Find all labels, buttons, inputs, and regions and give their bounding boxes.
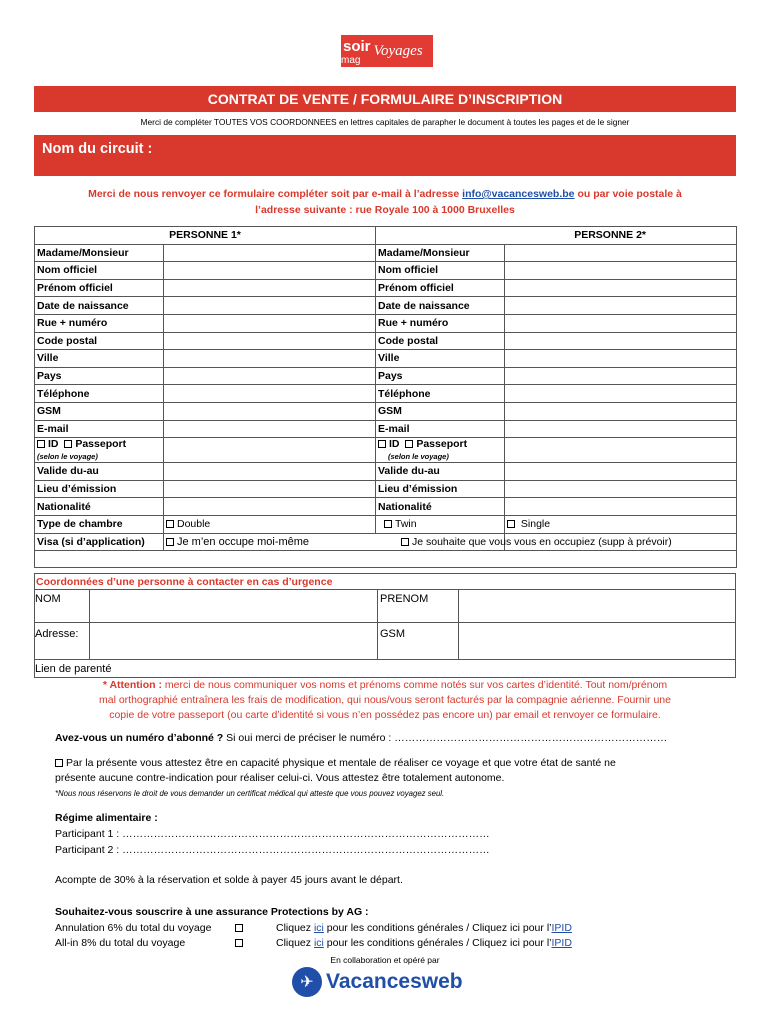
row-input-2[interactable] xyxy=(505,314,737,332)
row-input-2[interactable] xyxy=(505,262,737,280)
double-label: Double xyxy=(177,518,211,531)
ipid-link-1[interactable]: IPID xyxy=(551,921,572,934)
attention-note xyxy=(40,678,730,723)
brand-name: Vacancesweb xyxy=(326,970,463,993)
row-input-1[interactable] xyxy=(164,402,376,420)
page-title: CONTRAT DE VENTE / FORMULAIRE D’INSCRIPTION xyxy=(34,86,736,112)
row-label-2: GSM xyxy=(376,402,505,420)
double-checkbox[interactable] xyxy=(166,520,174,528)
person1-header: PERSONNE 1* xyxy=(35,227,376,245)
row-input-2[interactable] xyxy=(505,385,737,403)
row-input-2[interactable] xyxy=(505,367,737,385)
row-input-1[interactable] xyxy=(164,279,376,297)
subtitle: Merci de compléter TOUTES VOS COORDONNEES en lettres capitales de parapher le document à toutes les pages et de le signer xyxy=(140,117,630,127)
table-row xyxy=(35,244,737,262)
table-row xyxy=(35,297,737,315)
nationalite-input-2[interactable] xyxy=(505,498,737,516)
twin-checkbox[interactable] xyxy=(384,520,392,528)
single-label: Single xyxy=(520,518,551,531)
abonne-label: Avez-vous un numéro d’abonné ? xyxy=(55,732,224,744)
row-input-2[interactable] xyxy=(505,350,737,368)
collaboration-text: En collaboration et opéré par xyxy=(330,955,440,965)
row-input-2[interactable] xyxy=(505,420,737,438)
abonne-text[interactable]: Si oui merci de préciser le numéro : …………………………………………………………………… xyxy=(223,732,668,744)
row-label-2: Madame/Monsieur xyxy=(376,244,505,262)
row-label-1: Code postal xyxy=(35,332,164,350)
id-value-1[interactable] xyxy=(164,438,376,463)
gsm-label: GSM xyxy=(377,622,459,660)
row-label-1: Pays xyxy=(35,367,164,385)
abonne-question xyxy=(55,732,667,744)
valide-label-2: Valide du-au xyxy=(376,463,505,481)
instructions-address: l’adresse suivante : rue Royale 100 à 1000 Bruxelles xyxy=(255,204,515,216)
insurance-section xyxy=(55,905,735,952)
diet-participant1[interactable]: Participant 1 : …………………………………………………………………………………………… xyxy=(55,828,490,840)
row-label-2: Ville xyxy=(376,350,505,368)
logo-soir: soir xyxy=(343,37,371,55)
id-passport-cell-2[interactable] xyxy=(376,438,505,463)
row-label-1: Date de naissance xyxy=(35,297,164,315)
persons-table xyxy=(34,226,737,568)
passport-label-2: Passeport xyxy=(416,438,468,451)
id-label-1: ID xyxy=(48,438,59,451)
instructions xyxy=(34,186,736,218)
row-input-2[interactable] xyxy=(505,402,737,420)
row-label-1: Madame/Monsieur xyxy=(35,244,164,262)
row-input-1[interactable] xyxy=(164,244,376,262)
row-label-1: GSM xyxy=(35,402,164,420)
lieu-label-1: Lieu d’émission xyxy=(35,480,164,498)
insurance-opt2-label: All-in 8% du total du voyage xyxy=(55,937,186,949)
row-label-2: Rue + numéro xyxy=(376,314,505,332)
adresse-input[interactable] xyxy=(89,622,378,660)
prenom-input[interactable] xyxy=(458,589,736,623)
health-line2: présente aucune contre-indication pour réaliser celui-ci. Vous attestez être totalement autonome. xyxy=(55,772,505,784)
lieu-input-1[interactable] xyxy=(164,480,376,498)
row-label-1: Rue + numéro xyxy=(35,314,164,332)
lieu-input-2[interactable] xyxy=(505,480,737,498)
table-row xyxy=(35,279,737,297)
row-label-1: Ville xyxy=(35,350,164,368)
table-row xyxy=(35,262,737,280)
nationalite-label-2: Nationalité xyxy=(376,498,505,516)
nationalite-input-1[interactable] xyxy=(164,498,376,516)
diet-title: Régime alimentaire : xyxy=(55,812,158,824)
insurance-opt2-checkbox[interactable] xyxy=(235,939,243,947)
diet-section xyxy=(55,810,490,858)
cliquez-text-1: Cliquez xyxy=(276,921,314,934)
type-chambre-label: Type de chambre xyxy=(35,515,164,533)
conditions-text-1: pour les conditions générales / Cliquez ici pour l’ xyxy=(323,921,552,934)
plane-icon: ✈ xyxy=(292,967,322,997)
visa-opt2-label: Je souhaite que vous vous en occupiez (supp à prévoir) xyxy=(412,535,672,548)
row-label-2: Code postal xyxy=(376,332,505,350)
row-input-2[interactable] xyxy=(505,297,737,315)
twin-label: Twin xyxy=(395,518,417,531)
row-label-2: Pays xyxy=(376,367,505,385)
instructions-suffix: ou par voie postale à xyxy=(574,188,682,200)
row-input-1[interactable] xyxy=(164,262,376,280)
attention-text1: merci de nous communiquer vos noms et prénoms comme notés sur vos cartes d’identité. Tout nom/prénom xyxy=(161,679,668,691)
insurance-title: Souhaitez-vous souscrire à une assurance Protections by AG : xyxy=(55,906,369,918)
id-checkbox-2[interactable] xyxy=(378,440,386,448)
health-note: *Nous nous réservons le droit de vous demander un certificat médical qui atteste que vous pouvez voyagez seul. xyxy=(55,789,445,798)
emergency-contact xyxy=(34,573,736,680)
ici-link-1[interactable]: ici xyxy=(313,921,324,934)
emergency-title: Coordonnées d’une personne à contacter en cas d’urgence xyxy=(34,573,736,590)
nom-input[interactable] xyxy=(89,589,378,623)
visa-label: Visa (si d’application) xyxy=(35,533,164,551)
lien-field[interactable] xyxy=(34,659,736,678)
visa-option-2[interactable] xyxy=(412,533,737,551)
insurance-opt1-label: Annulation 6% du total du voyage xyxy=(55,921,212,934)
attention-text3: copie de votre passeport (ou carte d’identité si vous n’en possédez pas encore un) par email et renvoyer ce formulaire. xyxy=(109,709,661,721)
selon-note-1: (selon le voyage) xyxy=(37,452,98,462)
row-label-1: Téléphone xyxy=(35,385,164,403)
table-row xyxy=(35,420,737,438)
logo-voyages: Voyages xyxy=(373,42,423,59)
passport-checkbox-1[interactable] xyxy=(64,440,72,448)
circuit-label: Nom du circuit : xyxy=(42,141,153,157)
row-input-1[interactable] xyxy=(164,350,376,368)
diet-participant2[interactable]: Participant 2 : …………………………………………………………………………………………… xyxy=(55,844,490,856)
conditions-text-2: pour les conditions générales / Cliquez ici pour l’ xyxy=(323,937,552,949)
row-input-1[interactable] xyxy=(164,385,376,403)
row-input-2[interactable] xyxy=(505,332,737,350)
health-line1: Par la présente vous attestez être en capacité physique et mentale de réaliser ce voyage et que votre état de santé ne xyxy=(66,757,616,769)
row-input-1[interactable] xyxy=(164,367,376,385)
circuit-field[interactable] xyxy=(34,135,736,176)
valide-input-1[interactable] xyxy=(164,463,376,481)
row-label-2: Nom officiel xyxy=(376,262,505,280)
health-statement xyxy=(55,756,616,801)
logo-mag: mag xyxy=(341,54,361,66)
selon-note-2: (selon le voyage) xyxy=(388,452,449,462)
row-label-1: Prénom officiel xyxy=(35,279,164,297)
gsm-input[interactable] xyxy=(458,622,736,660)
table-row xyxy=(35,385,737,403)
visa-opt1-label: Je m’en occupe moi-même xyxy=(177,535,310,548)
visa-checkbox-2[interactable] xyxy=(401,538,409,546)
table-row xyxy=(35,332,737,350)
valide-label-1: Valide du-au xyxy=(35,463,164,481)
person2-header: PERSONNE 2* xyxy=(376,227,737,245)
id-checkbox-1[interactable] xyxy=(37,440,45,448)
prenom-label: PRENOM xyxy=(377,589,459,623)
lieu-label-2: Lieu d’émission xyxy=(376,480,505,498)
ici-link-2[interactable]: ici xyxy=(313,937,324,949)
row-input-1[interactable] xyxy=(164,420,376,438)
lien-label: Lien de parenté xyxy=(35,663,112,675)
table-row xyxy=(35,350,737,368)
row-input-2[interactable] xyxy=(505,244,737,262)
insurance-opt1-checkbox[interactable] xyxy=(235,924,243,932)
double-option[interactable] xyxy=(164,515,376,533)
row-label-2: Téléphone xyxy=(376,385,505,403)
row-label-2: Date de naissance xyxy=(376,297,505,315)
row-label-1: E-mail xyxy=(35,420,164,438)
vacancesweb-logo xyxy=(292,967,463,997)
email-link[interactable]: info@vacancesweb.be xyxy=(462,188,575,200)
table-row xyxy=(35,402,737,420)
id-value-2[interactable] xyxy=(505,438,737,463)
attention-text2: mal orthographié entraînera les frais de modification, qui nous/vous seront facturés par la compagnie aérienne. Fournir une xyxy=(99,694,671,706)
soirmag-logo xyxy=(341,35,433,67)
nom-label: NOM xyxy=(34,589,90,623)
adresse-label: Adresse: xyxy=(34,622,90,660)
row-input-2[interactable] xyxy=(505,279,737,297)
row-input-1[interactable] xyxy=(164,297,376,315)
id-passport-cell-1[interactable] xyxy=(35,438,164,463)
table-row xyxy=(35,367,737,385)
ipid-link-2[interactable]: IPID xyxy=(551,937,572,949)
twin-option[interactable] xyxy=(376,515,505,533)
single-option[interactable] xyxy=(505,515,737,533)
passport-label-1: Passeport xyxy=(75,438,127,451)
valide-input-2[interactable] xyxy=(505,463,737,481)
attention-label: * Attention : xyxy=(102,679,162,691)
passport-checkbox-2[interactable] xyxy=(405,440,413,448)
instructions-text: Merci de nous renvoyer ce formulaire compléter soit par e-mail à l’adresse xyxy=(88,188,463,200)
cliquez-text-2: Cliquez xyxy=(276,937,314,949)
row-input-1[interactable] xyxy=(164,332,376,350)
visa-checkbox-1[interactable] xyxy=(166,538,174,546)
health-checkbox[interactable] xyxy=(55,759,63,767)
row-input-1[interactable] xyxy=(164,314,376,332)
row-label-1: Nom officiel xyxy=(35,262,164,280)
id-label-2: ID xyxy=(389,438,400,451)
nationalite-label-1: Nationalité xyxy=(35,498,164,516)
row-label-2: Prénom officiel xyxy=(376,279,505,297)
acompte-text: Acompte de 30% à la réservation et solde à payer 45 jours avant le départ. xyxy=(55,874,403,886)
single-checkbox[interactable] xyxy=(507,520,515,528)
spacer-row xyxy=(35,551,737,568)
row-label-2: E-mail xyxy=(376,420,505,438)
table-row xyxy=(35,314,737,332)
